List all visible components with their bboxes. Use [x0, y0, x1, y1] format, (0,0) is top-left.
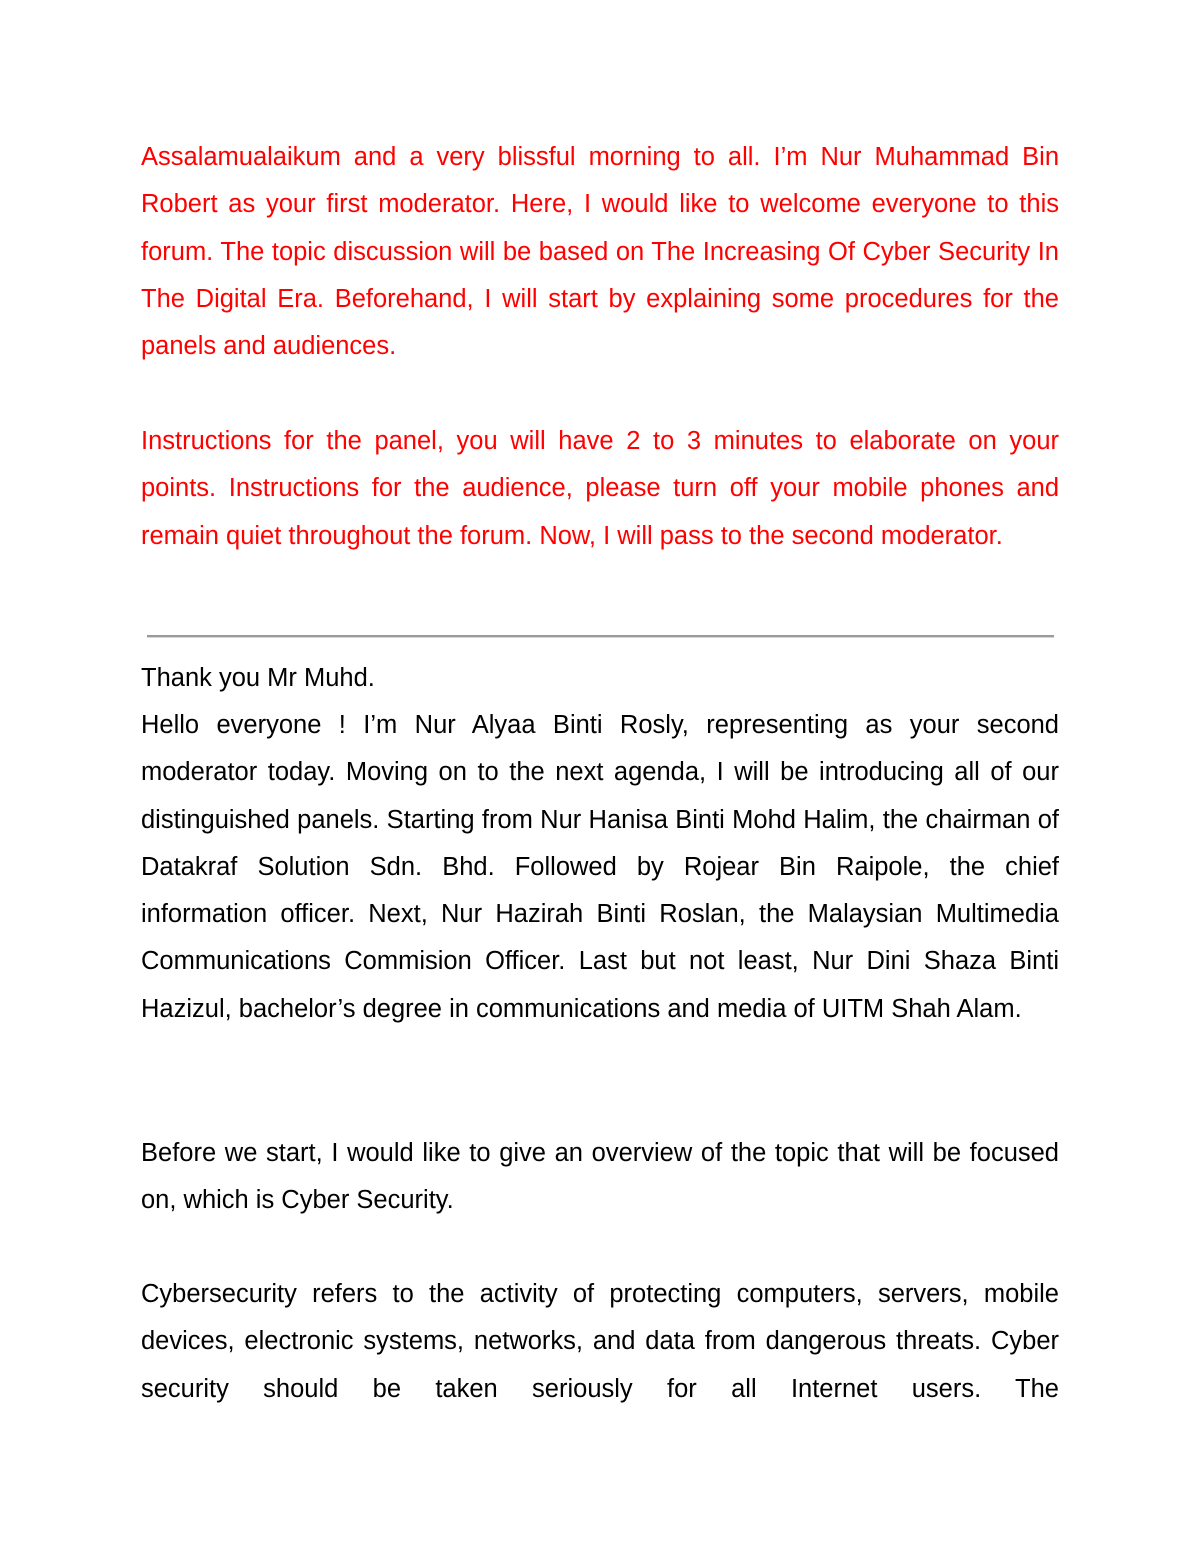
moderator2-thanks-line: Thank you Mr Muhd.: [141, 664, 375, 692]
moderator1-instructions-paragraph: Instructions for the panel, you will have 2 to 3 minutes to elaborate on your points. Instructions for the audience, please turn off your mobile phones and remain quiet throughout the forum. Now, I will pass to the second moderator.: [141, 427, 1059, 550]
moderator2-overview-paragraph: Before we start, I would like to give an overview of the topic that will be focused on, which is Cyber Security.: [141, 1139, 1059, 1215]
moderator2-introduction-paragraph: Hello everyone ! I’m Nur Alyaa Binti Rosly, representing as your second moderator today. Moving on to the next agenda, I will be introducing all of our distinguished panels. Starting from Nur Hanisa Binti Mohd Halim, the chairman of Datakraf Solution Sdn. Bhd. Followed by Rojear Bin Raipole, the chief information officer. Next, Nur Hazirah Binti Roslan, the Malaysian Multimedia Communications Commision Officer. Last but not least, Nur Dini Shaza Binti Hazizul, bachelor’s degree in communications and media of UITM Shah Alam.: [141, 711, 1059, 1023]
section-divider: [147, 635, 1054, 638]
moderator1-welcome-paragraph: Assalamualaikum and a very blissful morning to all. I’m Nur Muhammad Bin Robert as your first moderator. Here, I would like to welcome everyone to this forum. The topic discussion will be based on The Increasing Of Cyber Security In The Digital Era. Beforehand, I will start by explaining some procedures for the panels and audiences.: [141, 143, 1059, 361]
cybersecurity-definition-paragraph: Cybersecurity refers to the activity of protecting computers, servers, mobile devices, electronic systems, networks, and data from dangerous threats. Cyber security should be taken seriously for all Internet users. The: [141, 1280, 1059, 1403]
